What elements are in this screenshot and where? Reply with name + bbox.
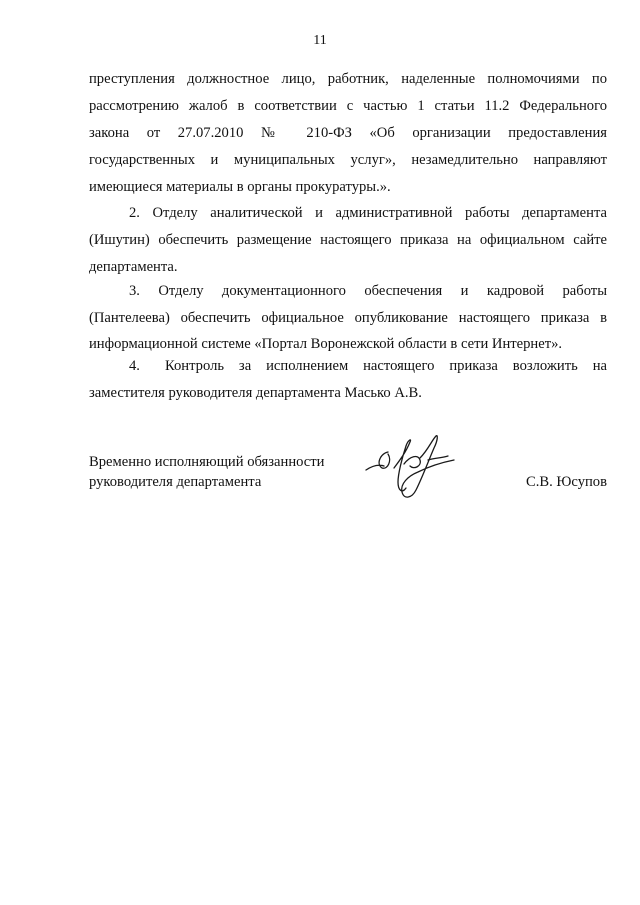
item-4-number: 4. (129, 358, 140, 374)
paragraph-1-line-3: закона от 27.07.2010 № 210-ФЗ «Об организации предоставления (89, 125, 607, 141)
item-4-text: Контроль за исполнением настоящего приказа возложить на (165, 358, 607, 374)
signatory-name: С.В. Юсупов (526, 474, 607, 490)
item-3-line-1: 3. Отделу документационного обеспечения и кадровой работы (129, 283, 607, 299)
item-2-line-1: 2. Отделу аналитической и административной работы департамента (129, 205, 607, 221)
item-4-line-1 (129, 357, 607, 375)
item-2-line-2: (Ишутин) обеспечить размещение настоящего приказа на официальном сайте (89, 232, 607, 248)
item-3-line-2: (Пантелеева) обеспечить официальное опубликование настоящего приказа в (89, 310, 607, 326)
handwritten-signature (358, 430, 468, 505)
item-4-line-2: заместителя руководителя департамента Масько А.В. (89, 385, 422, 401)
signatory-role-line-1: Временно исполняющий обязанности (89, 454, 325, 470)
paragraph-1-line-2: рассмотрению жалоб в соответствии с частью 1 статьи 11.2 Федерального (89, 98, 607, 114)
item-2-line-3: департамента. (89, 259, 178, 275)
paragraph-1-line-4: государственных и муниципальных услуг», незамедлительно направляют (89, 152, 607, 168)
item-3-line-3: информационной системе «Портал Воронежской области в сети Интернет». (89, 336, 563, 352)
signatory-role-line-2: руководителя департамента (89, 474, 262, 490)
paragraph-1-line-5: имеющиеся материалы в органы прокуратуры.». (89, 179, 391, 195)
page-number: 11 (313, 33, 327, 48)
paragraph-1-line-1: преступления должностное лицо, работник, наделенные полномочиями по (89, 71, 607, 87)
